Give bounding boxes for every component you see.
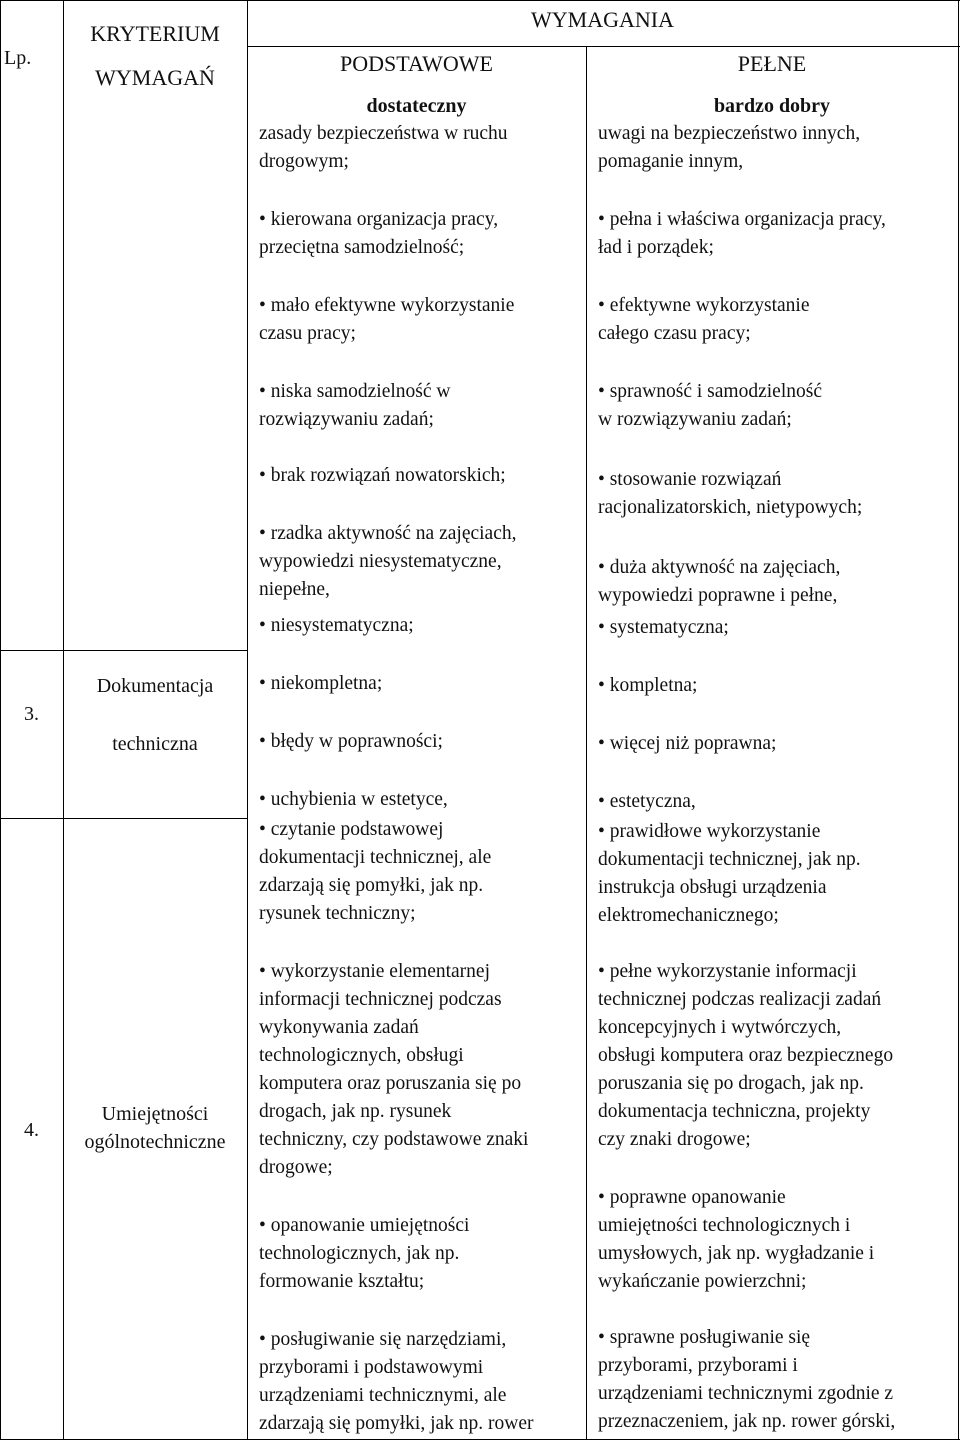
wymagania-divider — [247, 46, 960, 47]
full-item: • sprawność i samodzielność w rozwiązywaniu zadań; — [598, 381, 822, 430]
full-item: • poprawne opanowanie umiejętności technologicznych i umysłowych, jak np. wygładzanie i wykańczanie powierzchni; — [598, 1187, 875, 1292]
criterion-header-line2: WYMAGAŃ — [95, 65, 215, 90]
basic-item: • brak rozwiązań nowatorskich; — [259, 465, 506, 486]
full-item: uwagi na bezpieczeństwo innych, pomaganie innym, — [598, 123, 861, 172]
basic-item: • wykorzystanie elementarnej informacji technicznej podczas wykonywania zadań technologicznych, obsługi komputera oraz poruszania się po drogach, jak np. rysunek techniczny, czy podstawowe znaki drogowe; — [259, 961, 529, 1178]
full-item: • stosowanie rozwiązań racjonalizatorskich, nietypowych; — [598, 469, 863, 518]
criterion-line1: Umiejętności — [101, 1103, 209, 1125]
full-item: • kompletna; — [598, 675, 698, 696]
full-item: • sprawne posługiwanie się przyborami, przyborami i urządzeniami technicznymi zgodnie z przeznaczeniem, jak np. rower górski, — [598, 1327, 896, 1432]
row-number-4: 4. — [24, 1119, 39, 1141]
row-divider-3 — [0, 650, 247, 651]
table-border-top — [0, 0, 960, 1]
criterion-line2: ogólnotechniczne — [84, 1131, 226, 1153]
criterion-line2: techniczna — [112, 733, 198, 755]
full-item: • więcej niż poprawna; — [598, 733, 777, 754]
row-number-3: 3. — [24, 703, 39, 725]
criterion-header-line1: KRYTERIUM — [90, 21, 220, 46]
basic-item: • niekompletna; — [259, 673, 383, 694]
table-border-right — [958, 0, 959, 1440]
basic-item: • mało efektywne wykorzystanie czasu pracy; — [259, 295, 515, 344]
criterion-column-divider — [247, 0, 248, 1440]
full-grade-header: bardzo dobry — [713, 95, 831, 117]
full-item: • pełne wykorzystanie informacji technicznej podczas realizacji zadań koncepcyjnych i wytwórczych, obsługi komputera oraz bezpiecznego poruszania się po drogach, jak np. dokumentacja techniczna, projekty czy znaki drogowe; — [598, 961, 894, 1150]
lp-header: Lp. — [4, 47, 32, 69]
row-divider-4 — [0, 818, 247, 819]
basic-item: zasady bezpieczeństwa w ruchu drogowym; — [259, 123, 508, 172]
basic-item: • opanowanie umiejętności technologicznych, jak np. formowanie kształtu; — [259, 1215, 470, 1292]
criterion-line1: Dokumentacja — [96, 675, 214, 697]
basic-item: • błędy w poprawności; — [259, 731, 443, 752]
full-level-header: PEŁNE — [737, 51, 807, 76]
basic-item: • uchybienia w estetyce, — [259, 789, 448, 810]
basic-item: • niesystematyczna; — [259, 615, 414, 636]
full-item: • prawidłowe wykorzystanie dokumentacji technicznej, jak np. instrukcja obsługi urządzenia elektromechanicznego; — [598, 821, 861, 926]
full-item: • pełna i właściwa organizacja pracy, ład i porządek; — [598, 209, 886, 258]
full-item: • systematyczna; — [598, 617, 729, 638]
wymagania-header: WYMAGANIA — [531, 7, 674, 32]
basic-item: • posługiwanie się narzędziami, przyborami i podstawowymi urządzeniami technicznymi, ale zdarzają się pomyłki, jak np. rower — [259, 1329, 534, 1434]
basic-item: • kierowana organizacja pracy, przeciętna samodzielność; — [259, 209, 499, 258]
basic-full-column-divider — [586, 46, 587, 1440]
basic-grade-header: dostateczny — [366, 95, 467, 117]
lp-column-divider — [63, 0, 64, 1440]
basic-item: • niska samodzielność w rozwiązywaniu zadań; — [259, 381, 451, 430]
basic-item: • czytanie podstawowej dokumentacji technicznej, ale zdarzają się pomyłki, jak np. rysunek techniczny; — [259, 819, 492, 924]
full-item: • estetyczna, — [598, 791, 696, 812]
full-item: • duża aktywność na zajęciach, wypowiedzi poprawne i pełne, — [598, 557, 841, 606]
basic-level-header: PODSTAWOWE — [340, 51, 493, 76]
full-item: • efektywne wykorzystanie całego czasu pracy; — [598, 295, 810, 344]
basic-item: • rzadka aktywność na zajęciach, wypowiedzi niesystematyczne, niepełne, — [259, 523, 517, 600]
